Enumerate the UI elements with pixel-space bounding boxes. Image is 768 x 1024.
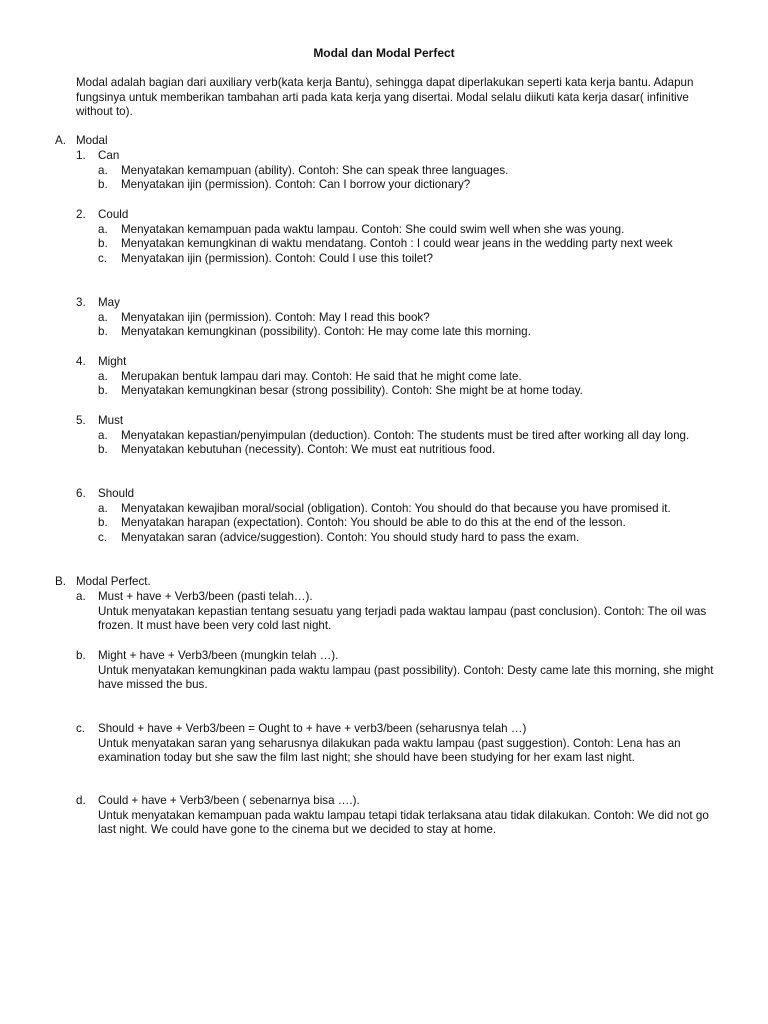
modal-name: Can <box>98 149 120 162</box>
list-item <box>76 311 716 326</box>
modal-name: Could <box>98 208 129 221</box>
list-item <box>76 223 716 238</box>
modal-heading <box>76 487 716 502</box>
item-text: Menyatakan kemungkinan di waktu mendatang. Contoh : I could wear jeans in the wedding party next week <box>121 237 673 251</box>
item-letter: c. <box>98 530 108 544</box>
section-b-label: B. <box>55 575 66 588</box>
item-letter: b. <box>98 237 108 251</box>
item-text: Menyatakan kemungkinan (possibility). Contoh: He may come late this morning. <box>121 325 531 339</box>
perfect-explanation: Untuk menyatakan kemungkinan pada waktu lampau (past possibility). Contoh: Desty came late this morning, she might have missed the bus. <box>98 663 714 692</box>
list-item <box>76 384 716 399</box>
list-item <box>76 164 716 179</box>
list-item <box>76 429 716 444</box>
perfect-explanation: Untuk menyatakan kepastian tentang sesuatu yang terjadi pada waktau lampau (past conclusion). Contoh: The oil was frozen. It must have been very cold last night. <box>98 604 707 633</box>
item-text: Menyatakan kemungkinan besar (strong possibility). Contoh: She might be at home today. <box>121 384 583 398</box>
section-b-title: Modal Perfect. <box>76 575 151 588</box>
item-text: Menyatakan kepastian/penyimpulan (deduction). Contoh: The students must be tired after working all day long. <box>121 428 690 442</box>
item-letter: a. <box>76 590 86 603</box>
item-text: Menyatakan ijin (permission). Contoh: Can I borrow your dictionary? <box>121 178 471 192</box>
list-item <box>76 252 716 267</box>
modal-perfect-item-d <box>76 794 716 838</box>
list-item <box>76 502 716 517</box>
modal-perfect-item-a <box>76 590 716 634</box>
item-letter: a. <box>98 428 108 442</box>
item-letter: c. <box>98 251 108 265</box>
item-letter: d. <box>76 794 86 807</box>
item-letter: b. <box>98 516 108 530</box>
modal-perfect-item-b <box>76 649 716 693</box>
modal-name: Should <box>98 487 135 500</box>
modal-item-can <box>76 149 716 193</box>
modal-heading <box>76 296 716 311</box>
modal-name: May <box>98 296 120 309</box>
modal-item-must <box>76 414 716 458</box>
perfect-formula: Should + have + Verb3/been = Ought to + have + verb3/been (seharusnya telah …) <box>98 722 527 735</box>
item-letter: b. <box>98 443 108 457</box>
list-item <box>76 516 716 531</box>
list-item <box>76 237 716 252</box>
modal-name: Might <box>98 355 127 368</box>
item-letter: b. <box>98 325 108 339</box>
item-letter: b. <box>98 178 108 192</box>
perfect-explanation: Untuk menyatakan saran yang seharusnya dilakukan pada waktu lampau (past suggestion). Contoh: Lena has an examination today but she saw the film last night; she should have been studying for her exam last night. <box>98 736 681 765</box>
item-letter: c. <box>76 722 86 735</box>
modal-number: 6. <box>76 487 86 500</box>
item-text: Menyatakan ijin (permission). Contoh: May I read this book? <box>121 310 430 324</box>
item-letter: b. <box>98 384 108 398</box>
list-item <box>76 370 716 385</box>
section-a-label: A. <box>55 134 66 147</box>
modal-number: 1. <box>76 149 86 162</box>
modal-heading <box>76 149 716 164</box>
modal-number: 3. <box>76 296 86 309</box>
item-letter: a. <box>98 222 108 236</box>
item-letter: a. <box>98 310 108 324</box>
item-letter: a. <box>98 501 108 515</box>
modal-heading <box>76 355 716 370</box>
item-letter: a. <box>98 369 108 383</box>
list-item <box>76 531 716 546</box>
item-text: Menyatakan harapan (expectation). Contoh: You should be able to do this at the end of the lesson. <box>121 516 626 530</box>
item-text: Menyatakan saran (advice/suggestion). Contoh: You should study hard to pass the exam. <box>121 530 580 544</box>
item-text: Menyatakan kemampuan pada waktu lampau. Contoh: She could swim well when she was young. <box>121 222 625 236</box>
item-text: Menyatakan kewajiban moral/social (obligation). Contoh: You should do that because you have promised it. <box>121 501 671 515</box>
modal-heading <box>76 208 716 223</box>
perfect-formula: Could + have + Verb3/been ( sebenarnya bisa ….). <box>98 794 360 807</box>
item-letter: b. <box>76 649 86 662</box>
modal-item-might <box>76 355 716 399</box>
list-item <box>76 178 716 193</box>
item-text: Menyatakan kebutuhan (necessity). Contoh: We must eat nutritious food. <box>121 443 496 457</box>
item-letter: a. <box>98 163 108 177</box>
list-item <box>76 325 716 340</box>
list-item <box>76 443 716 458</box>
modal-perfect-item-c <box>76 722 716 766</box>
modal-heading <box>76 414 716 429</box>
item-text: Menyatakan kemampuan (ability). Contoh: She can speak three languages. <box>121 163 509 177</box>
modal-number: 5. <box>76 414 86 427</box>
modal-item-may <box>76 296 716 340</box>
perfect-formula: Might + have + Verb3/been (mungkin telah …). <box>98 649 339 662</box>
modal-number: 4. <box>76 355 86 368</box>
item-text: Merupakan bentuk lampau dari may. Contoh: He said that he might come late. <box>121 369 522 383</box>
modal-number: 2. <box>76 208 86 221</box>
perfect-explanation: Untuk menyatakan kemampuan pada waktu lampau tetapi tidak terlaksana atau tidak dilakukan. Contoh: We did not go last night. We could have gone to the cinema but we decided to stay at home. <box>98 808 709 837</box>
modal-item-could <box>76 208 716 266</box>
modal-item-should <box>76 487 716 545</box>
item-text: Menyatakan ijin (permission). Contoh: Could I use this toilet? <box>121 251 433 265</box>
intro-paragraph: Modal adalah bagian dari auxiliary verb(kata kerja Bantu), sehingga dapat diperlakukan seperti kata kerja bantu. Adapun fungsinya untuk memberikan tambahan arti pada kata kerja yang disertai. Modal selalu diikuti kata kerja dasar( infinitive without to). <box>76 76 694 119</box>
perfect-formula: Must + have + Verb3/been (pasti telah…). <box>98 590 313 603</box>
modal-name: Must <box>98 414 124 427</box>
page-title: Modal dan Modal Perfect <box>313 46 455 60</box>
section-a-title: Modal <box>76 134 108 147</box>
